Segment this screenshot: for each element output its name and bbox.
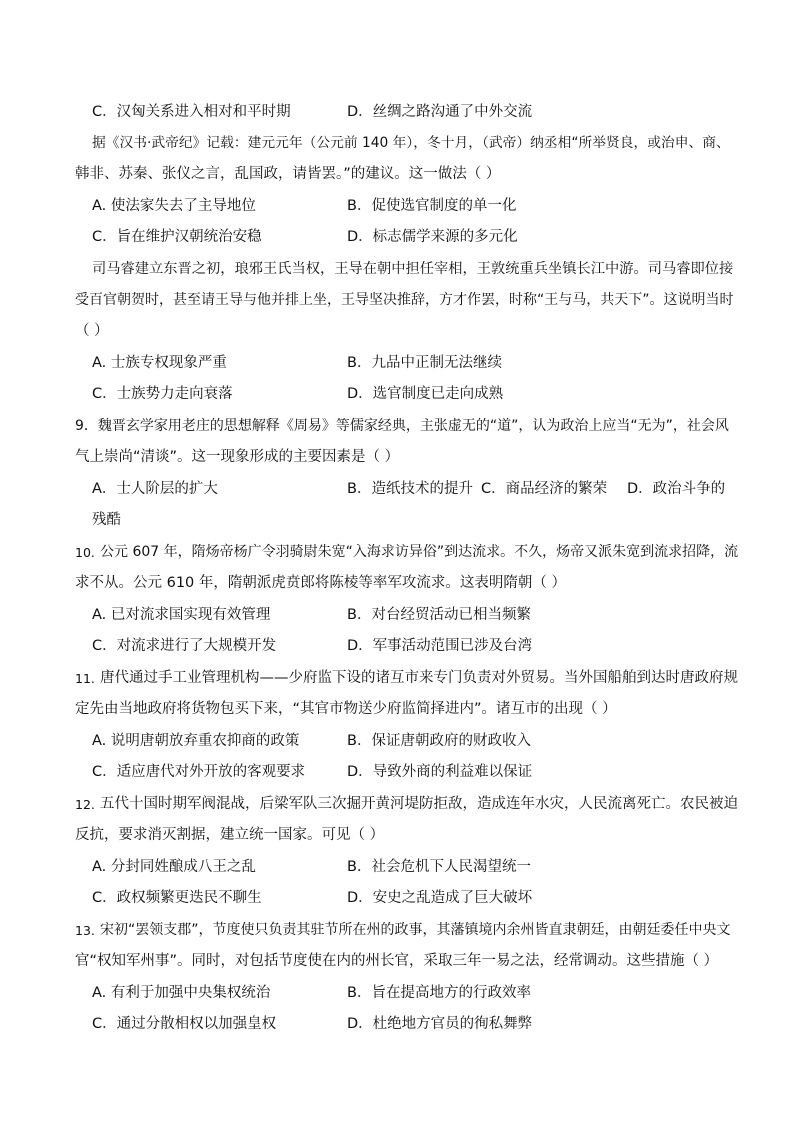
q7-option-c: C．旨在维护汉朝统治安稳 [92,229,262,245]
q8-stem-line1: 司马睿建立东晋之初，琅邪王氏当权，王导在朝中担任宰相，王敦统重兵坐镇长江中游。司马睿即位接 [92,261,734,277]
q11-number: 11. [75,671,95,686]
q12-stem-line1: 五代十国时期军阀混战，后梁军队三次掘开黄河堤防拒敌，造成连年水灾，人民流离死亡。农民被迫 [100,796,738,812]
q13-stem-line1: 宋初“罢领支郡”，节度使只负责其驻节所在州的政事，其藩镇境内余州皆直隶朝廷，由朝廷委任中央文 [100,922,731,938]
q13-number: 13. [75,923,95,938]
q9-option-a: A．士人阶层的扩大 [92,481,218,497]
q13-option-d: D．杜绝地方官员的徇私舞弊 [347,1016,533,1032]
q9-option-b: B．造纸技术的提升 [347,481,473,497]
q12-number: 12. [75,797,95,812]
q8-option-c: C．士族势力走向衰落 [92,386,233,402]
q10-stem-line2: 求不从。公元 610 年，隋朝派虎贲郎将陈棱等率军攻流求。这表明隋朝（ ） [75,575,567,591]
q13-stem-line2: 官“权知军州事”。同时，对包括节度使在内的州长官，采取三年一易之法，经常调动。这些措施（ ） [75,953,719,969]
q8-option-a: A. 士族专权现象严重 [92,355,227,371]
q7-stem-line1: 据《汉书·武帝纪》记载：建元元年（公元前 140 年），冬十月，（武帝）纳丞相“所举贤良，或治申、商、 [92,135,730,151]
q9-option-d-continued: 残酷 [92,512,121,528]
q8-stem-line2: 受百官朝贺时，甚至请王导与他并排上坐，王导坚决推辞，方才作罢，时称“王与马，共天下”。这说明当时 [75,292,734,308]
q8-stem-line3: （ ） [75,323,109,339]
q10-option-a: A. 已对流求国实现有效管理 [92,607,271,623]
q7-option-a: A. 使法家失去了主导地位 [92,198,256,214]
q12-option-b: B．社会危机下人民渴望统一 [347,859,531,875]
q13-option-b: B．旨在提高地方的行政效率 [347,985,531,1001]
q12-option-d: D．安史之乱造成了巨大破坏 [347,890,533,906]
q11-option-b: B．保证唐朝政府的财政收入 [347,733,531,749]
q6-option-c: C．汉匈关系进入相对和平时期 [92,104,291,120]
q9-option-c: C．商品经济的繁荣 [481,481,608,497]
q10-number: 10. [75,545,95,560]
q8-option-b: B．九品中正制无法继续 [347,355,502,371]
q10-option-d: D．军事活动范围已涉及台湾 [347,638,533,654]
q10-option-c: C．对流求进行了大规模开发 [92,638,277,654]
q12-stem-line2: 反抗，要求消灭割据，建立统一国家。可见（ ） [75,827,385,843]
q11-option-a: A. 说明唐朝放弃重农抑商的政策 [92,733,300,749]
q9-option-d: D．政治斗争的 [627,481,726,497]
q7-stem-line2: 韩非、苏秦、张仪之言，乱国政，请皆罢。”的建议。这一做法（ ） [75,166,501,182]
q9-stem-line1: 9．魏晋玄学家用老庄的思想解释《周易》等儒家经典，主张虚无的“道”，认为政治上应当“无为”，社会风 [75,418,729,434]
q7-option-d: D．标志儒学来源的多元化 [347,229,518,245]
q10-stem-line1: 公元 607 年，隋炀帝杨广令羽骑尉朱宽“入海求访异俗”到达流求。不久，炀帝又派朱宽到流求招降，流 [100,544,739,560]
q11-stem-line1: 唐代通过手工业管理机构——少府监下设的诸互市来专门负责对外贸易。当外国船舶到达时唐政府规 [100,670,738,686]
q11-stem-line2: 定先由当地政府将货物包买下来，“其官市物送少府监简择进内”。诸互市的出现（ ） [75,701,617,717]
q9-stem-line2: 气上崇尚“清谈”。这一现象形成的主要因素是（ ） [75,449,400,465]
q10-option-b: B．对台经贸活动已相当频繁 [347,607,531,623]
q7-option-b: B．促使选官制度的单一化 [347,198,517,214]
q11-option-d: D．导致外商的利益难以保证 [347,764,533,780]
q12-option-c: C．政权频繁更迭民不聊生 [92,890,262,906]
q8-option-d: D．选官制度已走向成熟 [347,386,504,402]
q13-option-a: A. 有利于加强中央集权统治 [92,985,271,1001]
q11-option-c: C．适应唐代对外开放的客观要求 [92,764,306,780]
q13-option-c: C．通过分散相权以加强皇权 [92,1016,277,1032]
q12-option-a: A. 分封同姓酿成八王之乱 [92,859,256,875]
q6-option-d: D．丝绸之路沟通了中外交流 [347,104,533,120]
